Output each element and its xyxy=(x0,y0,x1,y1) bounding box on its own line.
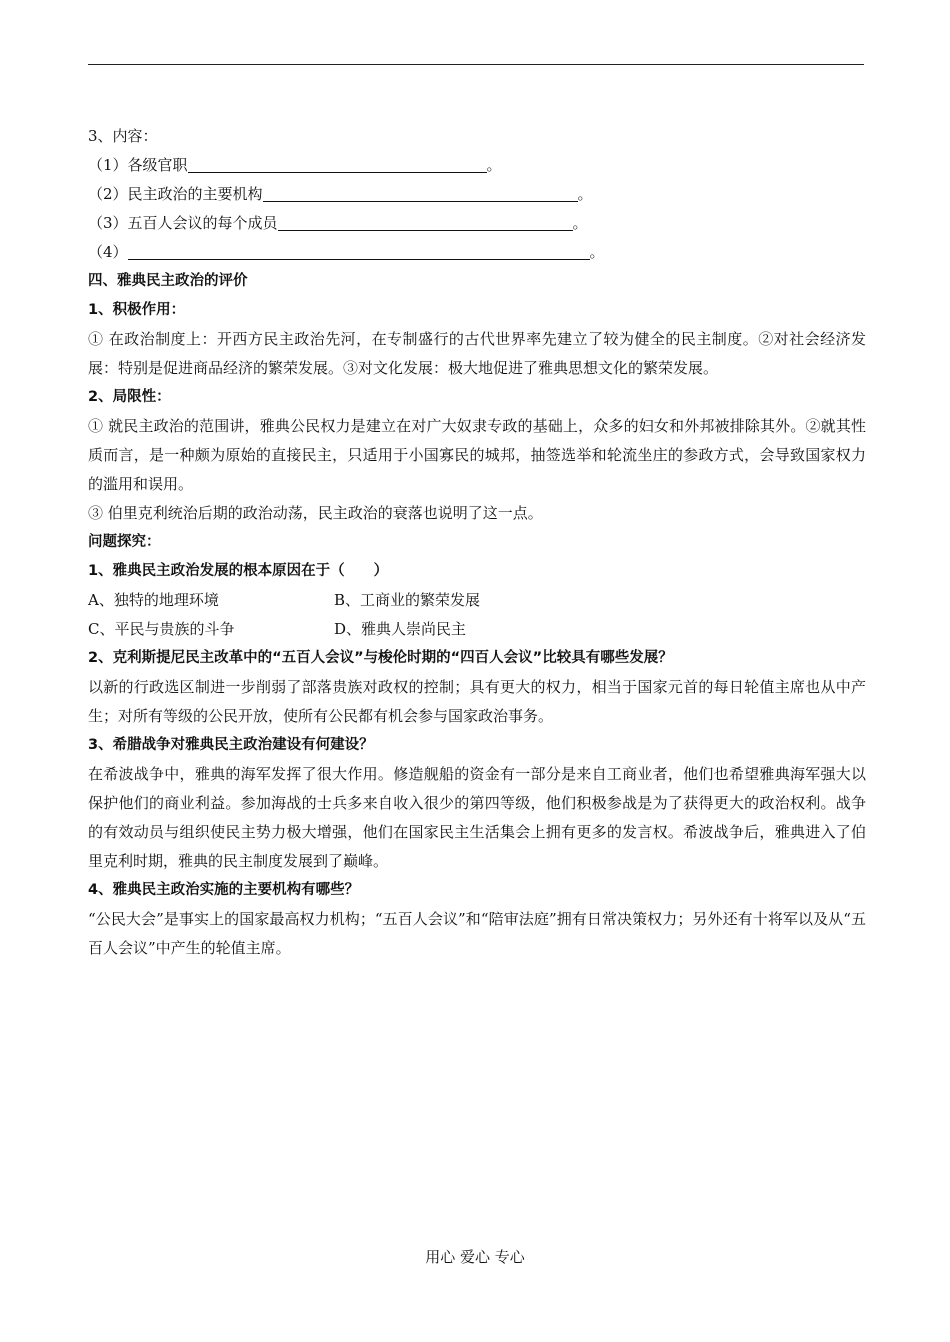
section-heading: 问题探究： xyxy=(88,534,161,550)
section-title: 3、内容： xyxy=(88,127,158,145)
document-body xyxy=(88,122,866,963)
item-end: 。 xyxy=(577,185,593,203)
question: 1、雅典民主政治发展的根本原因在于（ ） xyxy=(88,563,389,579)
section-heading: 四、雅典民主政治的评价 xyxy=(88,273,248,289)
paragraph: ① 就民主政治的范围讲，雅典公民权力是建立在对广大奴隶专政的基础上，众多的妇女和外邦被排除其外。②就其性质而言，是一种颇为原始的直接民主，只适用于小国寡民的城邦，抽签选举和轮流坐庄的参政方式，会导致国家权力的滥用和误用。 xyxy=(88,417,866,493)
header-rule xyxy=(88,64,864,65)
options-row xyxy=(88,615,866,644)
answer-paragraph: “公民大会”是事实上的国家最高权力机构；“五百人会议”和“陪审法庭”拥有日常决策权力；另外还有十将军以及从“五百人会议”中产生的轮值主席。 xyxy=(88,910,866,957)
paragraph: ① 在政治制度上：开西方民主政治先河，在专制盛行的古代世界率先建立了较为健全的民主制度。②对社会经济发展：特别是促进商品经济的繁荣发展。③对文化发展：极大地促进了雅典思想文化的繁荣发展。 xyxy=(88,330,866,377)
fill-blank-item xyxy=(88,151,866,180)
item-label: （3）五百人会议的每个成员 xyxy=(88,214,278,232)
answer-paragraph: 以新的行政选区制进一步削弱了部落贵族对政权的控制；具有更大的权力，相当于国家元首的每日轮值主席也从中产生；对所有等级的公民开放，使所有公民都有机会参与国家政治事务。 xyxy=(88,678,866,725)
item-end: 。 xyxy=(572,214,588,232)
item-label: （1）各级官职 xyxy=(88,156,188,174)
subsection-heading: 1、积极作用： xyxy=(88,302,186,318)
option-b[interactable]: B、工商业的繁荣发展 xyxy=(334,591,481,609)
page-footer: 用心 爱心 专心 xyxy=(425,1248,525,1266)
item-label: （4） xyxy=(88,243,128,261)
options-row xyxy=(88,586,866,615)
item-end: 。 xyxy=(589,243,605,261)
answer-blank[interactable] xyxy=(263,183,578,202)
answer-blank[interactable] xyxy=(128,241,590,260)
question: 4、雅典民主政治实施的主要机构有哪些？ xyxy=(88,882,360,898)
answer-paragraph: 在希波战争中，雅典的海军发挥了很大作用。修造舰船的资金有一部分是来自工商业者，他们也希望雅典海军强大以保护他们的商业利益。参加海战的士兵多来自收入很少的第四等级，他们积极参战是为了获得更大的政治权利。战争的有效动员与组织使民主势力极大增强，他们在国家民主生活集会上拥有更多的发言权。希波战争后，雅典进入了伯里克利时期，雅典的民主制度发展到了巅峰。 xyxy=(88,765,866,870)
question: 2、克利斯提尼民主改革中的“五百人会议”与梭伦时期的“四百人会议”比较具有哪些发展？ xyxy=(88,650,673,666)
fill-blank-item xyxy=(88,209,866,238)
answer-blank[interactable] xyxy=(278,212,573,231)
paragraph: ③ 伯里克利统治后期的政治动荡，民主政治的衰落也说明了这一点。 xyxy=(88,504,543,522)
question: 3、希腊战争对雅典民主政治建设有何建设？ xyxy=(88,737,374,753)
option-a[interactable]: A、独特的地理环境 xyxy=(88,591,219,609)
fill-blank-item xyxy=(88,180,866,209)
item-label: （2）民主政治的主要机构 xyxy=(88,185,263,203)
option-c[interactable]: C、平民与贵族的斗争 xyxy=(88,620,235,638)
answer-blank[interactable] xyxy=(188,154,487,173)
option-d[interactable]: D、雅典人崇尚民主 xyxy=(334,620,467,638)
fill-blank-item xyxy=(88,238,866,267)
item-end: 。 xyxy=(486,156,502,174)
subsection-heading: 2、局限性： xyxy=(88,389,171,405)
